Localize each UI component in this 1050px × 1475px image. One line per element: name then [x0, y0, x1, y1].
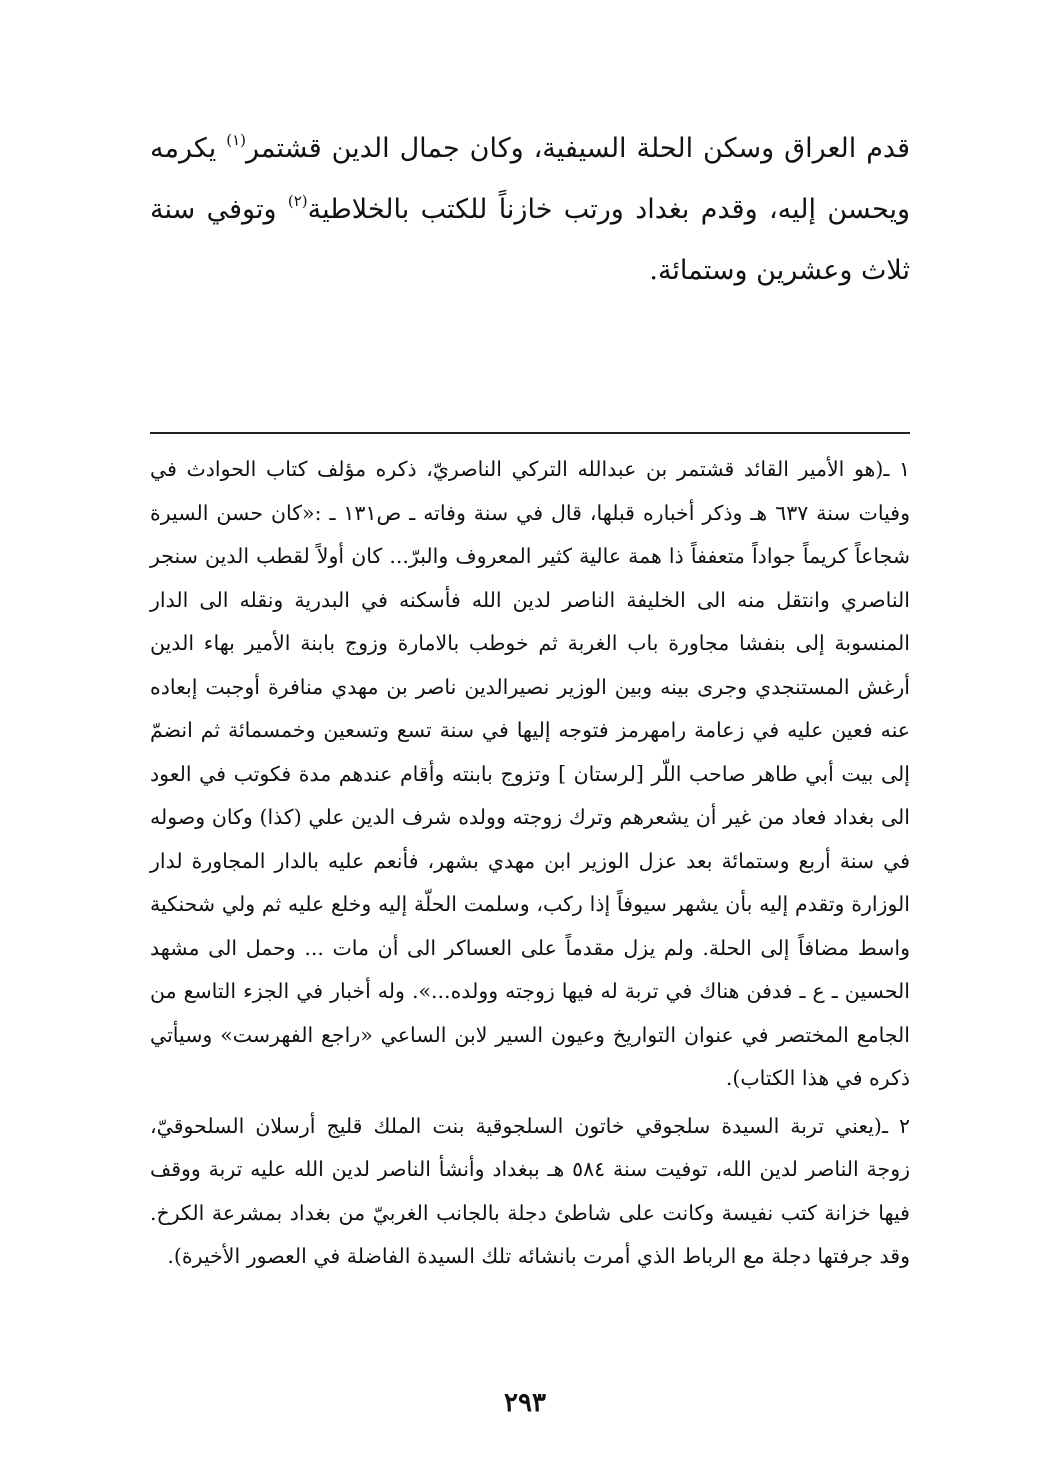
- footnote-2-marker: ٢ ـ: [881, 1113, 910, 1138]
- footnotes-section: [150, 448, 910, 1279]
- footnote-ref-1: (١): [226, 131, 247, 149]
- main-text-part-1: قدم العراق وسكن الحلة السيفية، وكان جمال الدين قشتمر: [246, 133, 911, 164]
- footnote-2-text: (يعني تربة السيدة سلجوقي خاتون السلجوقية بنت الملك قليج أرسلان السلحوقيّ، زوجة الناصر لدين الله، توفيت سنة ٥٨٤ هـ ببغداد وأنشأ الناصر لدين الله عليه تربة ووقف فيها خزانة كتب نفيسة وكانت على شاطئ دجلة بالجانب الغربيّ من بغداد بمشرعة الكرخ. وقد جرفتها دجلة مع الرباط الذي أمرت بانشائه تلك السيدة الفاضلة في العصور الأخيرة).: [150, 1113, 910, 1268]
- main-text-part-2: يكرمه ويحسن إليه، وقدم بغداد ورتب خازناً للكتب بالخلاطية: [150, 133, 910, 225]
- footnote-ref-2: (٢): [287, 192, 308, 210]
- page-number: ٢٩٣: [504, 1388, 546, 1418]
- footnote-separator-line: [150, 432, 910, 434]
- footnote-1: [150, 448, 910, 1101]
- main-text-part-3: وتوفي سنة ثلاث وعشرين وستمائة.: [150, 194, 910, 286]
- footnote-2: [150, 1105, 910, 1279]
- footnote-1-marker: ١ ـ: [883, 457, 910, 481]
- main-text-block: [150, 120, 910, 299]
- main-paragraph: [150, 120, 910, 299]
- footnote-1-text: (هو الأمير القائد قشتمر بن عبدالله التركي الناصريّ، ذكره مؤلف كتاب الحوادث في وفيات سنة ٦٣٧ هـ وذكر أخباره قبلها، قال في سنة وفاته ـ ص١٣١ ـ :«كان حسن السيرة شجاعاً كريماً جواداً متعففاً ذا همة عالية كثير المعروف والبرّ... كان أولاً لقطب الدين سنجر الناصري وانتقل منه الى الخليفة الناصر لدين الله فأسكنه في البدرية ونقله الى الدار المنسوبة إلى بنفشا مجاورة باب الغربة ثم خوطب بالامارة وزوج بابنة الأمير بهاء الدين أرغش المستنجدي وجرى بينه وبين الوزير نصيرالدين ناصر بن مهدي منافرة أوجبت إبعاده عنه فعين عليه في زعامة رامهرمز فتوجه إليها في سنة تسع وتسعين وخمسمائة ثم انضمّ إلى بيت أبي طاهر صاحب اللّر [لرستان ] وتزوج بابنته وأقام عندهم مدة فكوتب في العود الى بغداد فعاد من غير أن يشعرهم وترك زوجته وولده شرف الدين علي (كذا) وكان وصوله في سنة أربع وستمائة بعد عزل الوزير ابن مهدي بشهر، فأنعم عليه بالدار المجاورة لدار الوزارة وتقدم إليه بأن يشهر سيوفاً إذا ركب، وسلمت الحلّة إليه وخلع عليه ثم ولي شحنكية واسط مضافاً إلى الحلة. ولم يزل مقدماً على العساكر الى أن مات ... وحمل الى مشهد الحسين ـ ع ـ فدفن هناك في تربة له فيها زوجته وولده...». وله أخبار في الجزء التاسع من الجامع المختصر في عنوان التواريخ وعيون السير لابن الساعي «راجع الفهرست» وسيأتي ذكره في هذا الكتاب).: [150, 457, 910, 1090]
